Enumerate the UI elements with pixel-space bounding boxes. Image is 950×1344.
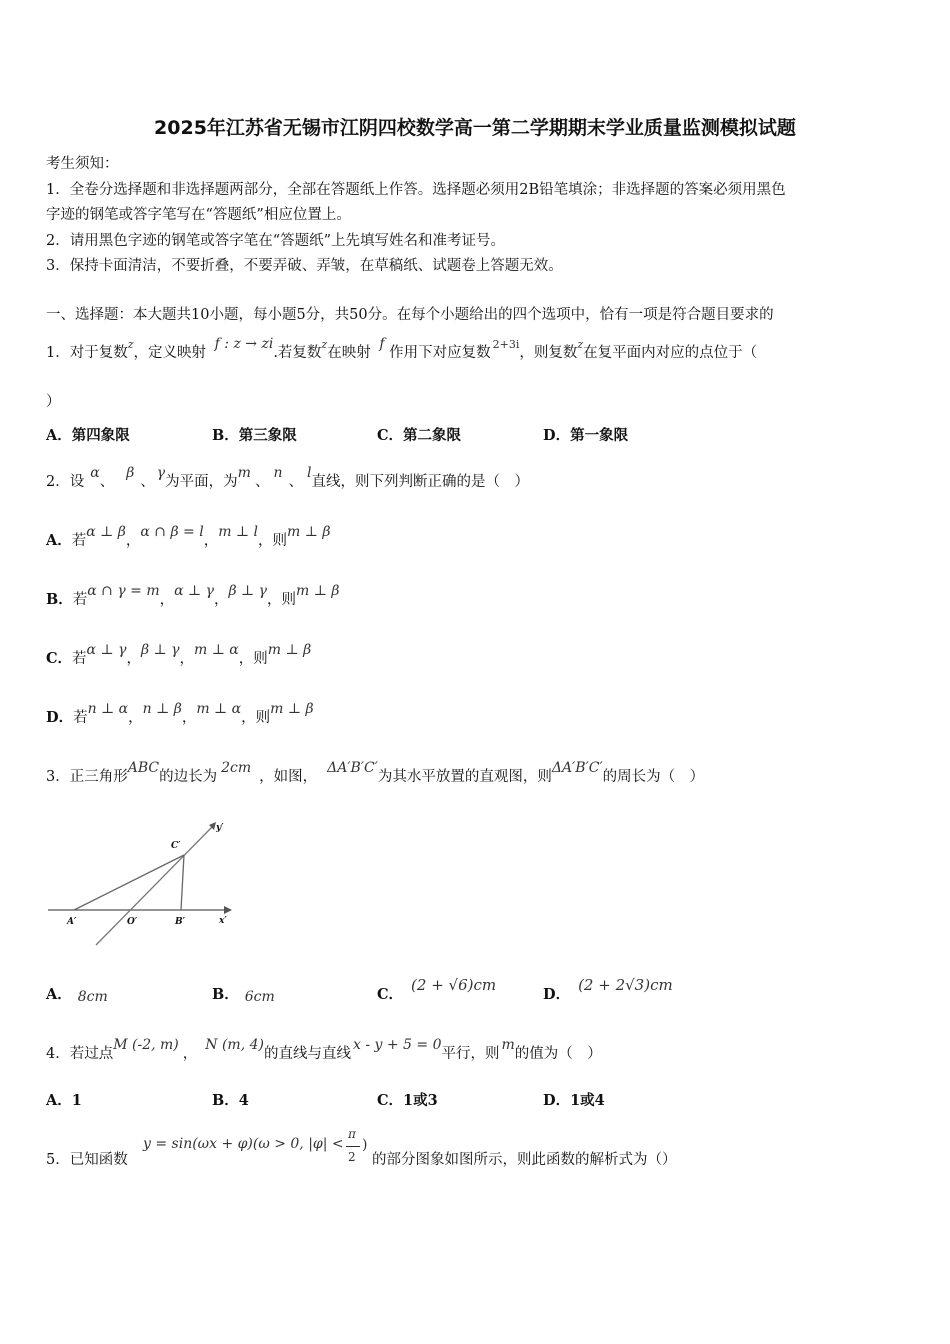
option-label: A． — [46, 532, 72, 549]
q2-text: ，则 — [238, 651, 268, 667]
q2-expr: n ⊥ β — [142, 701, 182, 717]
q1-text: 在映射 — [327, 345, 371, 361]
q2-option-c — [46, 642, 312, 668]
q1-text: 1．对于复数 — [46, 345, 128, 361]
question-5 — [46, 1148, 128, 1169]
q3-triangle: ΔA′B′C′ — [551, 760, 603, 776]
q1-z: z — [577, 338, 584, 351]
option-label: D． — [46, 709, 74, 726]
notice-line-1a: 1．全卷分选择题和非选择题两部分，全部在答题纸上作答。选择题必须用2B铅笔填涂；非选择题的答案必须用黑色 — [46, 182, 786, 198]
q1-complex: 2+3i — [492, 338, 520, 351]
q4-m: m — [501, 1037, 515, 1053]
label-o: O′ — [127, 917, 138, 927]
q2-text: ， — [181, 710, 197, 726]
page-title: 2025年江苏省无锡市江阴四校数学高一第二学期期末学业质量监测模拟试题 — [154, 117, 796, 139]
q2-expr: m ⊥ α — [193, 642, 239, 658]
q4-point-m: M (-2, m) — [113, 1037, 179, 1053]
q2-l: l — [306, 465, 312, 481]
question-2 — [46, 465, 529, 491]
notice-line-1b: 字迹的钢笔或答字笔写在“答题纸”相应位置上。 — [46, 207, 351, 223]
option-value: (2 + √6)cm — [411, 976, 497, 994]
q2-expr: m ⊥ β — [287, 524, 331, 540]
q2-text: ， — [179, 651, 194, 667]
q1-text: 在复平面内对应的点位于（ — [583, 345, 758, 361]
q4-option-c: C．1或3 — [377, 1092, 438, 1109]
q2-m: m — [237, 465, 251, 481]
option-value: 8cm — [77, 989, 108, 1005]
q4-text: ， — [182, 1046, 198, 1062]
q2-text: 、 — [99, 474, 115, 490]
q4-option-b: B．4 — [212, 1092, 249, 1109]
q2-text: ， — [126, 651, 141, 667]
label-a: A′ — [67, 917, 77, 927]
q2-gamma: γ — [156, 465, 166, 481]
q2-option-a — [46, 524, 331, 550]
q1-option-c: C．第二象限 — [377, 427, 462, 444]
q2-text: 、 — [254, 474, 270, 490]
q3-option-d — [543, 976, 673, 1004]
q2-text: ，则 — [241, 710, 271, 726]
q3-abc: ABC — [127, 760, 160, 776]
q2-text: ，则 — [267, 592, 297, 608]
q4-option-a: A．1 — [46, 1092, 82, 1109]
q1-option-a: A．第四象限 — [46, 427, 130, 444]
q5-function: y = sin(ωx + φ)(ω > 0, |φ| < — [143, 1136, 344, 1152]
option-label: C． — [377, 986, 404, 1003]
q4-option-d: D．1或4 — [543, 1092, 605, 1109]
q3-figure — [44, 815, 244, 950]
option-label: B． — [46, 591, 73, 608]
notice-line-2: 2．请用黑色字迹的钢笔或答字笔在“答题纸”上先填写姓名和准考证号。 — [46, 233, 506, 249]
q4-line: x - y + 5 = 0 — [352, 1037, 442, 1053]
option-label: D． — [543, 986, 571, 1003]
q2-text: ， — [203, 533, 219, 549]
label-y: y′ — [216, 823, 224, 833]
notice-line-3: 3．保持卡面清洁，不要折叠，不要弄破、弄皱，在草稿纸、试题卷上答题无效。 — [46, 258, 563, 274]
label-b: B′ — [175, 917, 185, 927]
q2-text: 若 — [73, 710, 88, 726]
q2-expr: α ⊥ γ — [86, 642, 127, 658]
q2-alpha: α — [90, 465, 100, 481]
option-label: B． — [212, 986, 239, 1003]
q2-text: ，则 — [258, 533, 288, 549]
q5-text: 5．已知函数 — [46, 1152, 128, 1168]
q2-text: 、 — [288, 474, 303, 490]
q3-text: 3．正三角形 — [46, 769, 128, 785]
q4-text: 4．若过点 — [46, 1046, 114, 1062]
q2-expr: m ⊥ β — [296, 583, 340, 599]
q2-text: 直线，则下列判断正确的是（ ） — [311, 474, 529, 490]
q3-option-a — [46, 983, 108, 1004]
question-1 — [46, 336, 758, 362]
q4-text: 的值为（ ） — [514, 1046, 602, 1062]
q1-option-d: D．第一象限 — [543, 427, 629, 444]
q2-option-b — [46, 583, 340, 609]
segment-ac — [74, 855, 184, 910]
q2-expr: m ⊥ β — [270, 701, 314, 717]
q2-expr: m ⊥ l — [218, 524, 259, 540]
q2-text: ， — [159, 592, 175, 608]
q2-text: 2．设 — [46, 474, 85, 490]
q2-expr: m ⊥ β — [267, 642, 312, 658]
q2-expr: β ⊥ γ — [228, 583, 268, 599]
q1-text: ，则复数 — [519, 345, 578, 361]
q2-text: 若 — [72, 592, 88, 608]
label-c: C′ — [171, 841, 181, 851]
q1-close-paren: ） — [46, 394, 61, 410]
q3-text: ，如图， — [259, 769, 318, 785]
q2-expr: α ⊥ γ — [174, 583, 215, 599]
q3-text: 为其水平放置的直观图，则 — [377, 769, 552, 785]
y-axis-line — [96, 825, 214, 945]
q5-rparen: ) — [362, 1137, 368, 1153]
q4-text: 平行，则 — [441, 1046, 500, 1062]
q3-triangle: ΔA′B′C′ — [327, 760, 378, 776]
fraction-bar — [346, 1146, 360, 1147]
option-label: A． — [46, 986, 72, 1003]
q1-map: f : z → zi — [214, 336, 274, 352]
q5-pi: π — [348, 1127, 356, 1141]
q1-z: z — [127, 338, 134, 351]
q2-text: 若 — [72, 651, 87, 667]
q2-text: 、 — [140, 474, 155, 490]
q3-length: 2cm — [221, 760, 252, 776]
question-4 — [46, 1037, 602, 1063]
q2-expr: α ⊥ β — [86, 524, 126, 540]
question-3 — [46, 760, 705, 786]
segment-cb — [181, 855, 184, 910]
x-axis-arrow — [224, 906, 232, 914]
section-heading: 一、选择题：本大题共10小题，每小题5分，共50分。在每个小题给出的四个选项中，恰有一项是符合题目要求的 — [46, 307, 774, 323]
q1-text: ，定义映射 — [133, 345, 207, 361]
q3-text: 的边长为 — [159, 769, 218, 785]
q2-expr: m ⊥ α — [196, 701, 242, 717]
q1-f: f — [379, 336, 385, 352]
q1-text: 作用下对应复数 — [389, 345, 491, 361]
q5-two: 2 — [348, 1150, 356, 1164]
q2-text: ， — [125, 533, 141, 549]
q2-expr: n ⊥ α — [87, 701, 129, 717]
notice-heading: 考生须知： — [46, 156, 119, 172]
q3-option-c — [377, 976, 497, 1004]
q5-text: 的部分图象如图所示，则此函数的解析式为（） — [372, 1152, 677, 1168]
q3-text: 的周长为（ ） — [602, 769, 705, 785]
q4-text: 的直线与直线 — [263, 1046, 351, 1062]
q2-expr: β ⊥ γ — [140, 642, 180, 658]
option-value: 6cm — [244, 989, 275, 1005]
q2-text: 为平面，为 — [165, 474, 238, 490]
q2-beta: β — [126, 465, 135, 481]
option-label: C． — [46, 650, 73, 667]
q2-text: 若 — [71, 533, 87, 549]
option-value: (2 + 2√3)cm — [578, 976, 673, 994]
q4-point-n: N (m, 4) — [205, 1037, 264, 1053]
q1-z: z — [321, 338, 328, 351]
q3-option-b — [212, 983, 275, 1004]
q2-expr: α ∩ γ = m — [87, 583, 160, 599]
q1-text: .若复数 — [273, 345, 322, 361]
q1-option-b: B．第三象限 — [212, 427, 297, 444]
q2-text: ， — [128, 710, 143, 726]
label-x: x′ — [219, 916, 227, 926]
q2-text: ， — [214, 592, 229, 608]
q2-expr: α ∩ β = l — [140, 524, 204, 540]
q2-option-d — [46, 701, 314, 727]
q2-n: n — [273, 465, 283, 481]
